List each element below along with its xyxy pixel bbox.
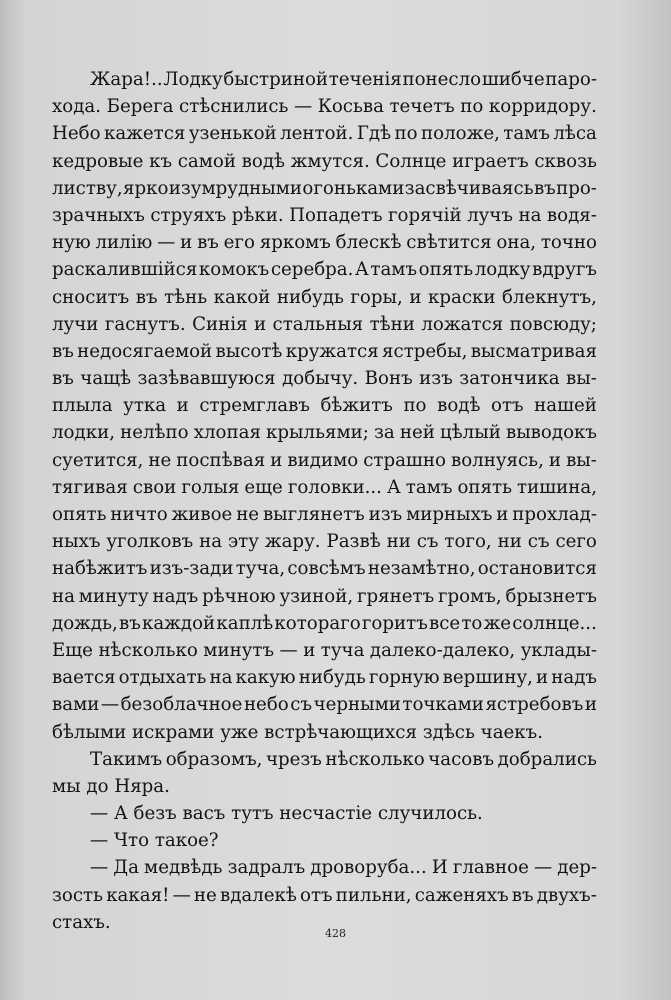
word: Такимъ <box>90 748 163 770</box>
word: выводокъ <box>505 422 597 444</box>
text-line <box>52 501 597 528</box>
text-line <box>52 202 597 229</box>
text-line-content: — Что такое? <box>90 830 219 852</box>
word: Синія <box>192 313 248 335</box>
word: Да <box>113 857 139 879</box>
word: громъ, <box>437 585 502 607</box>
word: ястребы, <box>382 340 468 362</box>
word: на <box>209 667 233 689</box>
word: Попадетъ <box>289 204 383 226</box>
word: задралъ <box>227 857 306 879</box>
text-line <box>52 555 597 582</box>
word: горную <box>368 667 440 689</box>
word: утка <box>123 395 167 417</box>
word: и <box>409 286 422 308</box>
word: лодку <box>474 259 531 281</box>
word: водѣ <box>437 395 481 417</box>
text-line <box>52 93 597 120</box>
word: грянетъ <box>356 585 435 607</box>
word: лучъ <box>467 204 513 226</box>
word: и <box>548 449 562 471</box>
word: ную <box>52 232 91 254</box>
word: по <box>394 123 418 145</box>
word: горы, <box>350 286 403 308</box>
word: Вонъ <box>364 368 413 390</box>
word: засвѣчиваясь <box>404 177 534 199</box>
word: узенькой <box>188 123 277 145</box>
word: серебра. <box>270 259 354 281</box>
word: зазѣвавшуюся <box>137 368 276 390</box>
word: солнце... <box>512 612 597 634</box>
word: вершину, <box>442 667 533 689</box>
word: отъ <box>491 395 524 417</box>
word: — <box>157 232 176 254</box>
text-line <box>52 229 597 256</box>
text-line-content: мы до Няра. <box>52 775 170 797</box>
text-line <box>52 882 597 909</box>
word: уголковъ <box>106 531 194 553</box>
word: и <box>584 694 597 716</box>
word: отдыхать <box>118 667 207 689</box>
word: чрезъ <box>265 748 322 770</box>
word: блескѣ <box>335 232 402 254</box>
word: не <box>236 504 260 525</box>
text-line <box>52 610 597 637</box>
word: дроворуба... <box>310 857 427 879</box>
word: и <box>180 232 193 254</box>
word: высотѣ <box>215 340 283 362</box>
word: въ <box>533 177 556 199</box>
word: жару. <box>264 531 321 553</box>
text-line <box>52 66 597 93</box>
word: набѣжитъ <box>52 558 148 580</box>
word: Развѣ <box>326 531 381 553</box>
word: еще <box>244 476 283 498</box>
text-line <box>52 800 597 827</box>
word: ныхъ <box>52 531 101 553</box>
text-line <box>52 338 597 365</box>
text-line <box>52 528 597 555</box>
word: самой <box>177 150 236 172</box>
word: надъ <box>152 585 199 607</box>
word: головки... <box>287 476 382 498</box>
word: хлопая <box>193 422 261 444</box>
word: каплѣ <box>216 612 274 634</box>
word: прохлад- <box>512 504 597 525</box>
word: ни <box>386 531 411 553</box>
word: какой <box>213 286 271 308</box>
word: струяхъ <box>150 204 227 226</box>
word: кедровые <box>52 150 144 172</box>
text-line-content: бѣлыми искрами уже встрѣчающихся здѣсь чаекъ. <box>52 721 544 743</box>
word: голыя <box>181 476 240 498</box>
word: съ <box>416 531 439 553</box>
word: небо <box>243 694 289 716</box>
word: нѣсколько <box>325 748 425 770</box>
word: остановится <box>477 558 597 580</box>
word: страшно <box>363 449 446 471</box>
word: нибудь <box>276 286 344 308</box>
text-line <box>52 447 597 474</box>
text-line <box>52 583 597 610</box>
word: рѣки. <box>231 204 284 226</box>
text-line <box>52 311 597 338</box>
word: рѣчною <box>202 585 276 607</box>
word: зость <box>52 884 104 906</box>
word: ярко <box>122 177 169 199</box>
text-line <box>52 148 597 175</box>
word: стѣснились <box>179 96 289 118</box>
word: повсюду; <box>509 313 597 335</box>
word: А <box>386 476 401 498</box>
word: вдругъ <box>532 259 597 281</box>
word: тишина, <box>517 476 597 498</box>
word: лентой. <box>280 123 354 145</box>
word: водѣ <box>241 150 285 172</box>
word: опять <box>52 504 107 525</box>
word: горячій <box>388 204 462 226</box>
text-line <box>52 773 597 800</box>
word: на <box>518 204 542 226</box>
word: туча, <box>235 558 286 580</box>
word: яркомъ <box>259 232 331 254</box>
word: не <box>193 884 217 906</box>
word: нибудь <box>298 667 366 689</box>
word: вается <box>52 667 116 689</box>
word: пильни, <box>335 884 412 906</box>
word: кажется <box>103 123 186 145</box>
word: корридору. <box>488 96 597 118</box>
word: ни <box>497 531 522 553</box>
word: лодки, <box>52 422 115 444</box>
word: И <box>431 857 448 879</box>
word: Небо <box>52 123 101 145</box>
text-line <box>52 854 597 881</box>
word: опять <box>457 476 512 498</box>
word: — <box>533 857 553 879</box>
word: лилію <box>95 232 153 254</box>
word: саженяхъ <box>414 884 509 906</box>
word: въ <box>135 286 158 308</box>
word: главное <box>452 857 529 879</box>
word: же <box>483 612 512 634</box>
word: вами <box>52 694 100 716</box>
word: на <box>199 531 223 553</box>
word: минутъ <box>203 639 275 661</box>
page-number: 428 <box>325 927 346 940</box>
word: узиной, <box>279 585 354 607</box>
word: — <box>90 857 109 879</box>
word: видимо <box>287 449 359 471</box>
word: сноситъ <box>52 286 130 308</box>
word: ястребовъ <box>485 694 584 716</box>
word: А <box>355 259 369 281</box>
word: бѣжитъ <box>320 395 393 417</box>
word: далеко-далеко, <box>369 639 516 661</box>
word: то <box>461 612 483 634</box>
word: безоблачное <box>120 694 243 716</box>
word: и <box>303 639 316 661</box>
word: и <box>496 504 509 525</box>
word: вы- <box>566 368 597 390</box>
word: дер- <box>557 857 597 879</box>
text-line <box>52 365 597 392</box>
word: — <box>100 694 120 716</box>
word: выглянетъ <box>262 504 365 525</box>
word: паро- <box>545 69 597 90</box>
word: цѣлый <box>440 422 501 444</box>
word: течетъ <box>389 96 455 118</box>
text-line-content: — А безъ васъ тутъ несчастіе случилось. <box>90 803 483 825</box>
word: стальныя <box>272 313 364 335</box>
word: изумрудными <box>168 177 303 199</box>
word: тамъ <box>503 123 550 145</box>
word: тягивая <box>52 476 128 498</box>
word: гаснутъ. <box>104 313 186 335</box>
text-line <box>52 392 597 419</box>
word: поспѣвая <box>176 449 266 471</box>
word: — <box>172 884 191 906</box>
word: и <box>176 395 189 417</box>
word: минуту <box>78 585 149 607</box>
word: эту <box>228 531 259 553</box>
word: живое <box>171 504 233 525</box>
word: шибче <box>481 69 545 90</box>
text-line <box>52 256 597 283</box>
word: двухъ- <box>536 884 597 906</box>
text-line <box>52 691 597 718</box>
word: точками <box>402 694 484 716</box>
word: какая! <box>106 884 170 906</box>
word: къ <box>149 150 173 172</box>
word: добычу. <box>282 368 359 390</box>
word: крыльями; <box>266 422 369 444</box>
word: тамъ <box>370 259 418 281</box>
word: тѣнь <box>164 286 208 308</box>
word: по <box>403 395 427 417</box>
word: — <box>294 96 313 118</box>
word: не <box>148 449 172 471</box>
word: стремглавъ <box>199 395 310 417</box>
word: все <box>428 612 461 634</box>
word: Лодку <box>163 69 223 90</box>
word: водя- <box>546 204 597 226</box>
text-line <box>52 719 597 746</box>
word: туча <box>320 639 365 661</box>
word: въ <box>52 340 74 362</box>
word: вы- <box>566 449 597 471</box>
word: какую <box>235 667 296 689</box>
word: Жара!.. <box>90 69 163 90</box>
word: въ <box>52 368 74 390</box>
word: опять <box>418 259 474 281</box>
word: свѣтится <box>406 232 492 254</box>
text-line <box>52 746 597 773</box>
text-line <box>52 175 597 202</box>
word: съ <box>290 694 313 716</box>
word: точно <box>540 232 597 254</box>
word: въ <box>118 612 141 634</box>
word: кружатся <box>285 340 379 362</box>
text-line <box>52 664 597 691</box>
word: горитъ <box>361 612 428 634</box>
word: ложатся <box>421 313 504 335</box>
word: изъ-зади <box>149 558 234 580</box>
word: отъ <box>300 884 333 906</box>
word: Солнце <box>375 150 447 172</box>
word: мирныхъ <box>406 504 493 525</box>
word: на <box>52 585 75 607</box>
text-line <box>52 284 597 311</box>
word: образомъ, <box>165 748 263 770</box>
word: уклады- <box>520 639 597 661</box>
word: по <box>460 96 484 118</box>
word: черными <box>313 694 401 716</box>
word: зрачныхъ <box>52 204 145 226</box>
word: раскалившійся <box>52 259 198 281</box>
word: суетится, <box>52 449 144 471</box>
word: недосягаемой <box>77 340 213 362</box>
word: про- <box>556 177 597 199</box>
word: сего <box>555 531 597 553</box>
text-line <box>52 637 597 664</box>
word: котораго <box>274 612 361 634</box>
word: нѣсколько <box>98 639 198 661</box>
word: тамъ <box>405 476 453 498</box>
word: листву, <box>52 177 123 199</box>
word: съ <box>527 531 550 553</box>
word: быстриной <box>223 69 329 90</box>
text-line <box>52 120 597 147</box>
text-line-content: стахъ. <box>52 911 111 933</box>
text-line <box>52 419 597 446</box>
word: и <box>536 667 549 689</box>
word: играетъ <box>452 150 529 172</box>
word: — <box>279 639 298 661</box>
word: плыла <box>52 395 113 417</box>
word: каждой <box>141 612 216 634</box>
word: положе, <box>421 123 500 145</box>
word: и <box>270 449 283 471</box>
word: свои <box>132 476 177 498</box>
text-line <box>52 827 597 854</box>
word: въ <box>511 884 534 906</box>
word: ней <box>399 422 435 444</box>
word: понесло <box>402 69 482 90</box>
word: лѣса <box>553 123 597 145</box>
word: дождь, <box>52 612 118 634</box>
word: чащѣ <box>80 368 132 390</box>
word: Косьва <box>317 96 384 118</box>
word: лучи <box>52 313 99 335</box>
word: она, <box>496 232 537 254</box>
word: Берега <box>106 96 174 118</box>
word: хода. <box>52 96 102 118</box>
text-line <box>52 474 597 501</box>
word: блекнутъ, <box>502 286 597 308</box>
word: сквозь <box>534 150 597 172</box>
word: Еще <box>52 639 93 661</box>
word: ничто <box>110 504 168 525</box>
word: тѣни <box>369 313 415 335</box>
word: высматривая <box>470 340 597 362</box>
word: его <box>223 232 255 254</box>
word: и <box>253 313 267 335</box>
word: огоньками <box>302 177 405 199</box>
word: часовъ <box>428 748 495 770</box>
word: изъ <box>368 504 403 525</box>
word: затончика <box>459 368 560 390</box>
word: Гдѣ <box>356 123 392 145</box>
word: жмутся. <box>290 150 370 172</box>
word: нашей <box>534 395 597 417</box>
word: добрались <box>497 748 597 770</box>
word: брызнетъ <box>505 585 597 607</box>
word: изъ <box>419 368 453 390</box>
word: вдалекѣ <box>219 884 297 906</box>
word: совсѣмъ <box>287 558 366 580</box>
word: незамѣтно, <box>367 558 476 580</box>
word: теченія <box>328 69 402 90</box>
word: комокъ <box>198 259 270 281</box>
word: медвѣдь <box>144 857 223 879</box>
word: краски <box>427 286 496 308</box>
word: за <box>373 422 395 444</box>
word: того, <box>444 531 492 553</box>
word: волнуясь, <box>450 449 544 471</box>
word: нелѣпо <box>120 422 189 444</box>
word: надъ <box>551 667 597 689</box>
word: въ <box>197 232 219 254</box>
body-text <box>52 66 597 936</box>
